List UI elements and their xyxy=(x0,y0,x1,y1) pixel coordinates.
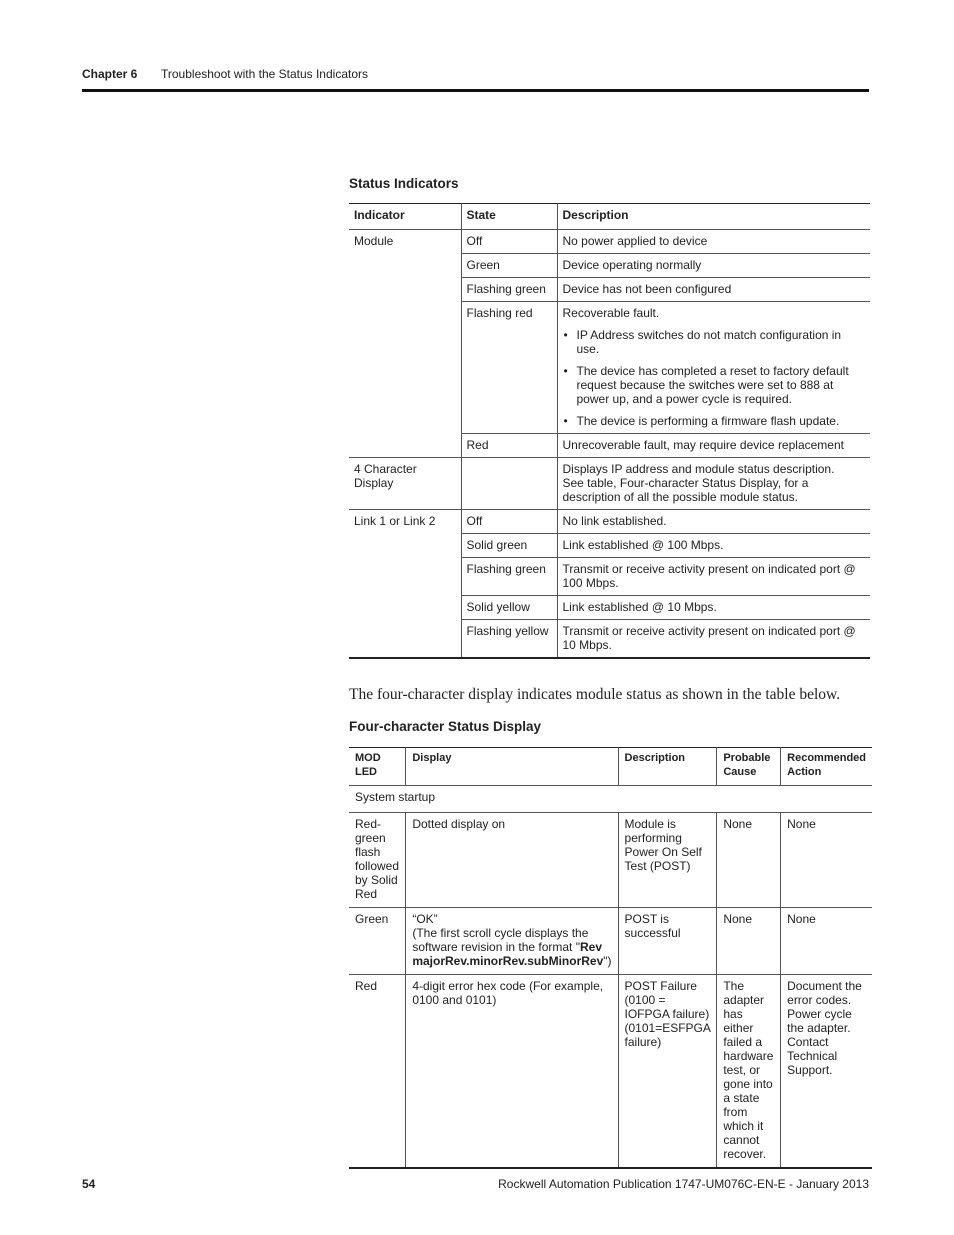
header-rule xyxy=(82,89,869,92)
description-cell xyxy=(557,302,870,434)
display-cell xyxy=(406,908,618,975)
table-row xyxy=(349,254,870,278)
indicator-cell: Link 1 or Link 2 xyxy=(349,510,461,534)
bullet-item: • The device has completed a reset to factory default request because the switches were set to 888 at power up, and a power cycle is required. xyxy=(563,364,866,406)
description-cell: Transmit or receive activity present on indicated port @ 10 Mbps. xyxy=(557,620,870,659)
table-row xyxy=(349,230,870,254)
description-cell: Link established @ 10 Mbps. xyxy=(557,596,870,620)
running-header xyxy=(82,67,368,81)
mod-led-cell: Green xyxy=(349,908,406,975)
display-ok-text: “OK” xyxy=(412,912,438,926)
four-character-status-table xyxy=(349,747,872,1169)
chapter-title: Troubleshoot with the Status Indicators xyxy=(161,67,368,81)
table-row xyxy=(349,620,870,659)
cause-cell: None xyxy=(717,908,781,975)
status-table-caption: Status Indicators xyxy=(349,176,459,191)
table-row xyxy=(349,458,870,510)
page-number: 54 xyxy=(82,1177,96,1191)
description-cell: Unrecoverable fault, may require device replacement xyxy=(557,434,870,458)
table-row xyxy=(349,510,870,534)
description-cell: No link established. xyxy=(557,510,870,534)
table-row xyxy=(349,975,872,1169)
column-header: Display xyxy=(406,748,618,786)
display-note xyxy=(412,926,611,968)
table-row xyxy=(349,908,872,975)
description-cell xyxy=(618,975,717,1169)
publication-info: Rockwell Automation Publication 1747-UM076C-EN-E - January 2013 xyxy=(498,1177,869,1191)
bullet-item: • IP Address switches do not match configuration in use. xyxy=(563,328,866,356)
column-header: Recommended Action xyxy=(781,748,872,786)
description-cell: Link established @ 100 Mbps. xyxy=(557,534,870,558)
indicator-cell: 4 Character Display xyxy=(349,458,461,510)
cause-cell: None xyxy=(717,813,781,908)
bullet-item: • The device is performing a firmware flash update. xyxy=(563,414,866,428)
description-cell xyxy=(557,458,870,510)
description-cell: No power applied to device xyxy=(557,230,870,254)
mod-led-cell: Red xyxy=(349,975,406,1169)
table-row xyxy=(349,558,870,596)
table-header-row xyxy=(349,204,870,230)
table-row xyxy=(349,813,872,908)
table-row xyxy=(349,278,870,302)
table-row xyxy=(349,302,870,434)
column-header: Probable Cause xyxy=(717,748,781,786)
section-row xyxy=(349,786,872,813)
column-header: Indicator xyxy=(349,204,461,230)
display-cell: Dotted display on xyxy=(406,813,618,908)
description-cell: Device has not been configured xyxy=(557,278,870,302)
status-indicators-table xyxy=(349,203,870,659)
state-cell: Solid yellow xyxy=(461,596,557,620)
revision-format: Rev majorRev.minorRev.subMinorRev xyxy=(412,940,604,968)
table-row xyxy=(349,596,870,620)
state-cell: Off xyxy=(461,230,557,254)
state-cell: Flashing green xyxy=(461,278,557,302)
column-header: Description xyxy=(557,204,870,230)
column-header: State xyxy=(461,204,557,230)
state-cell: Green xyxy=(461,254,557,278)
chapter-label: Chapter 6 xyxy=(82,67,138,81)
state-cell: Flashing red xyxy=(461,302,557,434)
section-label: System startup xyxy=(349,786,872,813)
description-line: See table, Four-character Status Display, for a description of all the possible module status. xyxy=(562,476,809,504)
table-row xyxy=(349,534,870,558)
description-line: Displays IP address and module status description. xyxy=(562,462,835,476)
four-char-table-caption: Four-character Status Display xyxy=(349,719,542,734)
action-cell: None xyxy=(781,908,872,975)
action-cell: Document the error codes. Power cycle the adapter. Contact Technical Support. xyxy=(781,975,872,1169)
description-line: POST Failure xyxy=(624,979,697,993)
description-cell: Module is performing Power On Self Test (POST) xyxy=(618,813,717,908)
display-cell: 4-digit error hex code (For example, 0100 and 0101) xyxy=(406,975,618,1169)
display-note-end: ") xyxy=(603,954,612,968)
state-cell: Flashing yellow xyxy=(461,620,557,659)
description-cell: POST is successful xyxy=(618,908,717,975)
state-cell: Off xyxy=(461,510,557,534)
indicator-cell: Module xyxy=(349,230,461,254)
description-cell: Transmit or receive activity present on indicated port @ 100 Mbps. xyxy=(557,558,870,596)
cause-cell: The adapter has either failed a hardware test, or gone into a state from which it cannot recover. xyxy=(717,975,781,1169)
column-header: Description xyxy=(618,748,717,786)
display-note-text: (The first scroll cycle displays the software revision in the format " xyxy=(412,926,589,954)
action-cell: None xyxy=(781,813,872,908)
table-header-row xyxy=(349,748,872,786)
mod-led-cell: Red-green flash followed by Solid Red xyxy=(349,813,406,908)
state-cell: Red xyxy=(461,434,557,458)
description-line: (0100 = IOFPGA failure) xyxy=(624,993,710,1021)
table-row xyxy=(349,434,870,458)
description-line: (0101=ESFPGA failure) xyxy=(624,1021,711,1049)
state-cell: Solid green xyxy=(461,534,557,558)
column-header: MOD LED xyxy=(349,748,406,786)
description-text: Recoverable fault. xyxy=(562,306,660,320)
description-cell: Device operating normally xyxy=(557,254,870,278)
state-cell: Flashing green xyxy=(461,558,557,596)
state-cell xyxy=(461,458,557,510)
body-paragraph: The four-character display indicates module status as shown in the table below. xyxy=(349,686,841,703)
